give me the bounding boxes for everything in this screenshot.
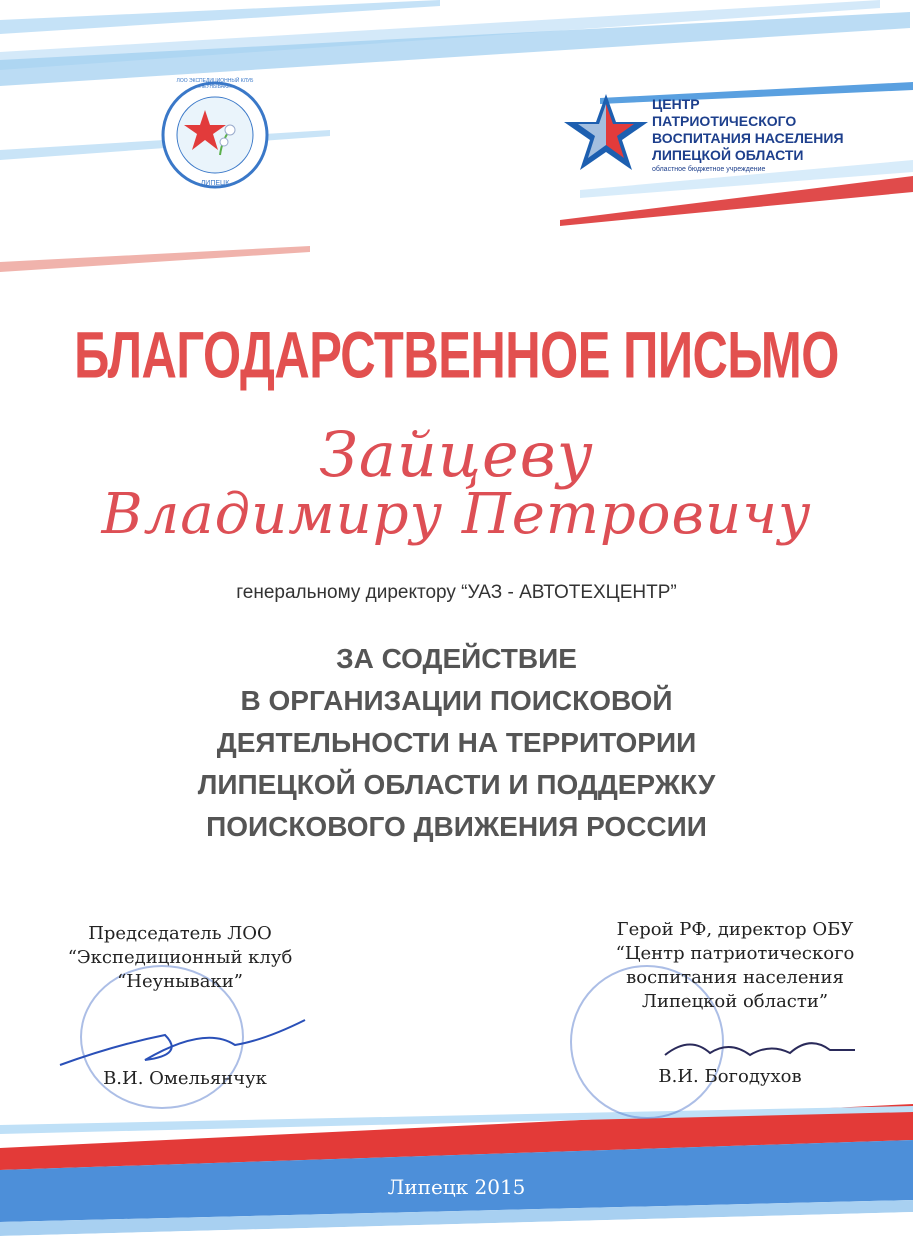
signature-left-line: “Экспедиционный клуб	[67, 947, 293, 968]
signature-left-scribble	[55, 1015, 315, 1075]
center-logo-text	[652, 96, 892, 164]
signature-left-line: “Неунываки”	[117, 971, 243, 992]
reason-line: В ОРГАНИЗАЦИИ ПОИСКОВОЙ	[240, 685, 673, 716]
reason-line: ЗА СОДЕЙСТВИЕ	[336, 643, 577, 674]
recipient-position: генеральному директору “УАЗ - АВТОТЕХЦЕНТР”	[236, 582, 677, 603]
signer-left: В.И. Омельянчук	[103, 1068, 267, 1089]
club-logo	[160, 80, 270, 190]
signature-right-line: Липецкой области”	[641, 991, 829, 1012]
footer-city-year: Липецк 2015	[387, 1175, 526, 1199]
signature-right-title	[570, 918, 900, 1014]
center-logo-line: ЦЕНТР	[652, 96, 700, 112]
signature-right-line: воспитания населения	[626, 967, 844, 988]
center-logo-subtitle: областное бюджетное учреждение	[652, 166, 766, 173]
center-logo-line: ВОСПИТАНИЯ НАСЕЛЕНИЯ	[652, 130, 844, 146]
center-logo-line: ЛИПЕЦКОЙ ОБЛАСТИ	[652, 147, 804, 163]
club-emblem-icon	[160, 80, 270, 190]
signature-right-line: Герой РФ, директор ОБУ	[616, 919, 854, 940]
recipient-surname: Зайцеву	[319, 418, 594, 491]
page-title: БЛАГОДАРСТВЕННОЕ ПИСЬМО	[74, 319, 839, 393]
signature-left-line: Председатель ЛОО	[88, 923, 272, 944]
center-logo-line: ПАТРИОТИЧЕСКОГО	[652, 113, 797, 129]
reason-line: ДЕЯТЕЛЬНОСТИ НА ТЕРРИТОРИИ	[216, 727, 697, 758]
signature-left-title	[30, 922, 330, 994]
reason-block	[0, 638, 913, 848]
club-logo-ring-text: ЛОО ЭКСПЕДИЦИОННЫЙ КЛУБ «НЕУНЫВАКИ»	[176, 78, 254, 90]
reason-line: ПОИСКОВОГО ДВИЖЕНИЯ РОССИИ	[206, 811, 707, 842]
center-logo-star	[562, 92, 650, 176]
recipient-name: Владимиру Петровичу	[101, 482, 812, 547]
star-icon	[562, 92, 650, 172]
signature-right-line: “Центр патриотического	[615, 943, 855, 964]
club-logo-city: ЛИПЕЦК	[200, 180, 230, 187]
signer-right: В.И. Богодухов	[658, 1066, 802, 1087]
reason-line: ЛИПЕЦКОЙ ОБЛАСТИ И ПОДДЕРЖКУ	[197, 769, 716, 800]
